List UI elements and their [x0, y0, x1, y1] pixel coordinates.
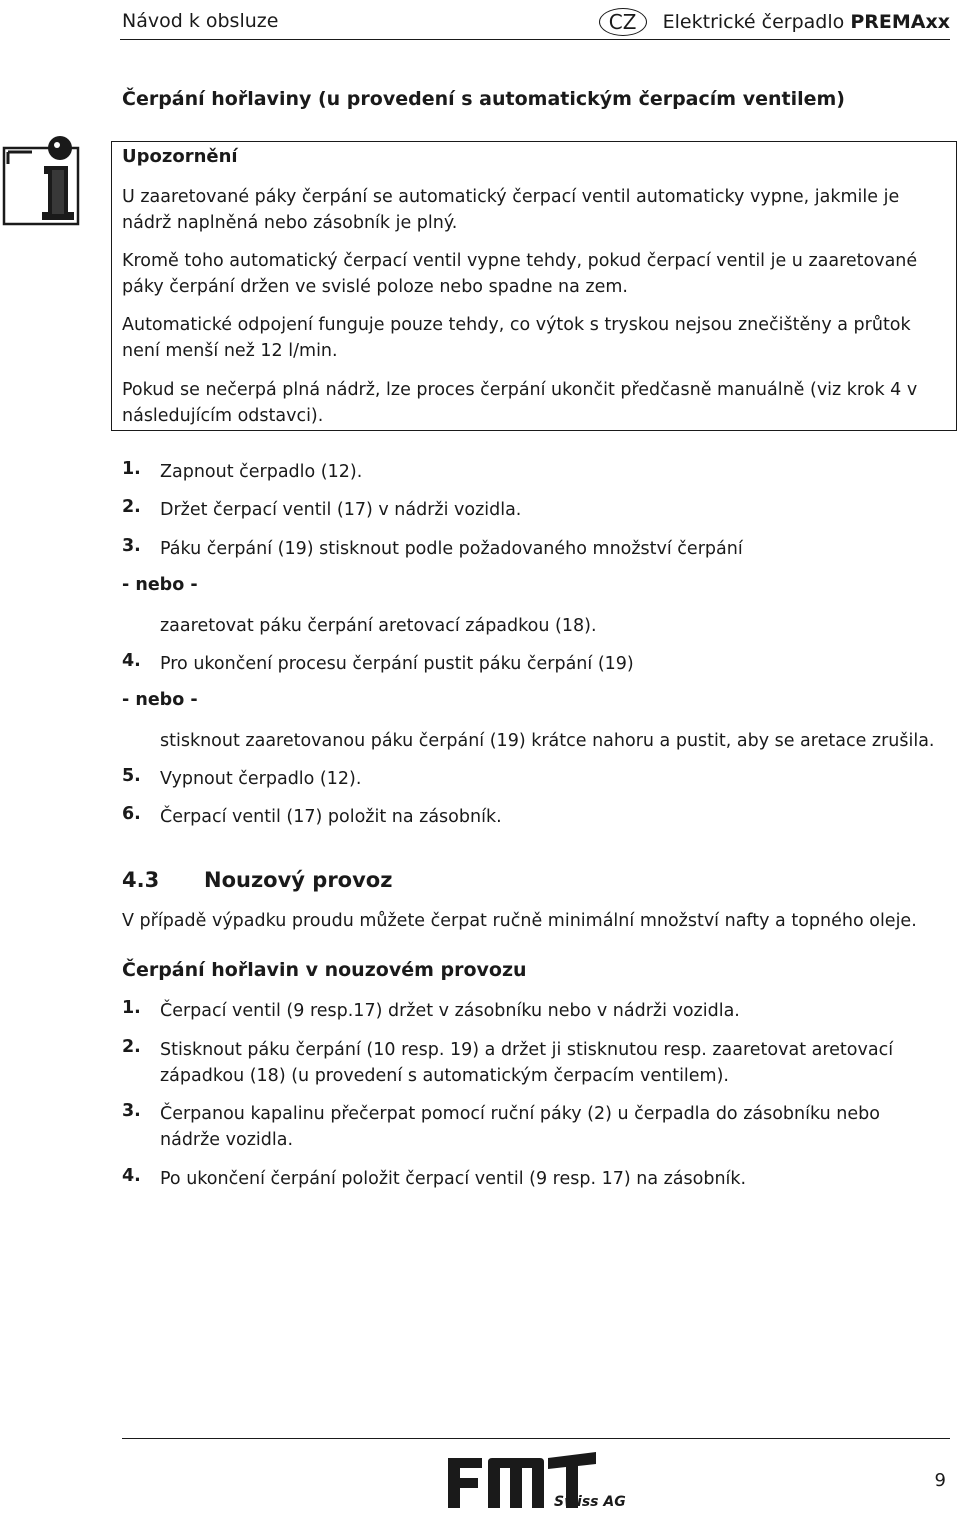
emergency-step-text: Čerpací ventil (9 resp.17) držet v zásobníku nebo v nádrži vozidla.: [160, 1001, 740, 1021]
or-separator: - nebo -: [122, 575, 198, 595]
header-product-name: Elektrické čerpadlo: [662, 11, 845, 33]
step-number: 6.: [122, 804, 141, 824]
step-number: 1.: [122, 459, 141, 479]
language-badge: CZ: [599, 8, 647, 36]
step-number: 2.: [122, 497, 141, 517]
subsection-intro: V případě výpadku proudu můžete čerpat ručně minimální množství nafty a topného oleje.: [122, 911, 917, 931]
notice-paragraph: U zaaretované páky čerpání se automatický čerpací ventil automaticky vypne, jakmile je nádrž naplněná nebo zásobník je plný.: [122, 187, 900, 233]
emergency-procedure-title: Čerpání hořlavin v nouzovém provozu: [122, 959, 527, 981]
notice-paragraph: Automatické odpojení funguje pouze tehdy, co výtok s tryskou nejsou znečištěny a průtok není menší než 12 l/min.: [122, 315, 911, 361]
emergency-step-number: 4.: [122, 1166, 141, 1186]
header-model: PREMAxx: [850, 11, 950, 33]
emergency-step-number: 3.: [122, 1101, 141, 1121]
emergency-step-text: Stisknout páku čerpání (10 resp. 19) a držet ji stisknutou resp. zaaretovat aretovací západkou (18) (u provedení s automatickým čerpacím ventilem).: [160, 1040, 894, 1086]
emergency-step-text: Po ukončení čerpání položit čerpací ventil (9 resp. 17) na zásobník.: [160, 1169, 747, 1189]
emergency-step-number: 2.: [122, 1037, 141, 1057]
emergency-step-number: 1.: [122, 998, 141, 1018]
step-text: Vypnout čerpadlo (12).: [160, 769, 362, 789]
step-number: 3.: [122, 536, 141, 556]
step-text: Držet čerpací ventil (17) v nádrži vozidla.: [160, 500, 522, 520]
section-title: Čerpání hořlaviny (u provedení s automatickým čerpacím ventilem): [122, 88, 845, 110]
header-product: [599, 8, 950, 36]
step-number: 4.: [122, 651, 141, 671]
subsection-title: Nouzový provoz: [204, 868, 393, 892]
step-alt-text: stisknout zaaretovanou páku čerpání (19) krátce nahoru a pustit, aby se aretace zrušila.: [160, 731, 935, 751]
info-icon: [2, 134, 82, 233]
step-alt-text: zaaretovat páku čerpání aretovací západkou (18).: [160, 616, 597, 636]
header-divider: [120, 39, 950, 40]
step-number: 5.: [122, 766, 141, 786]
header-doc-title: Návod k obsluze: [122, 10, 279, 32]
step-text: Pro ukončení procesu čerpání pustit páku čerpání (19): [160, 654, 634, 674]
step-text: Zapnout čerpadlo (12).: [160, 462, 363, 482]
emergency-step-text: Čerpanou kapalinu přečerpat pomocí ruční páky (2) u čerpadla do zásobníku nebo nádrže vozidla.: [160, 1104, 880, 1150]
footer-divider: [122, 1438, 950, 1439]
logo-subtitle: Swiss AG: [554, 1494, 626, 1510]
notice-paragraph: Kromě toho automatický čerpací ventil vypne tehdy, pokud čerpací ventil je u zaaretované páky čerpání držen ve svislé poloze nebo spadne na zem.: [122, 251, 918, 297]
page-number: 9: [934, 1470, 946, 1491]
notice-title: Upozornění: [122, 146, 238, 167]
step-text: Čerpací ventil (17) položit na zásobník.: [160, 807, 502, 827]
or-separator: - nebo -: [122, 690, 198, 710]
subsection-number: 4.3: [122, 868, 160, 892]
notice-paragraph: Pokud se nečerpá plná nádrž, lze proces čerpání ukončit předčasně manuálně (viz krok 4 v následujícím odstavci).: [122, 380, 918, 426]
step-text: Páku čerpání (19) stisknout podle požadovaného množství čerpání: [160, 539, 743, 559]
